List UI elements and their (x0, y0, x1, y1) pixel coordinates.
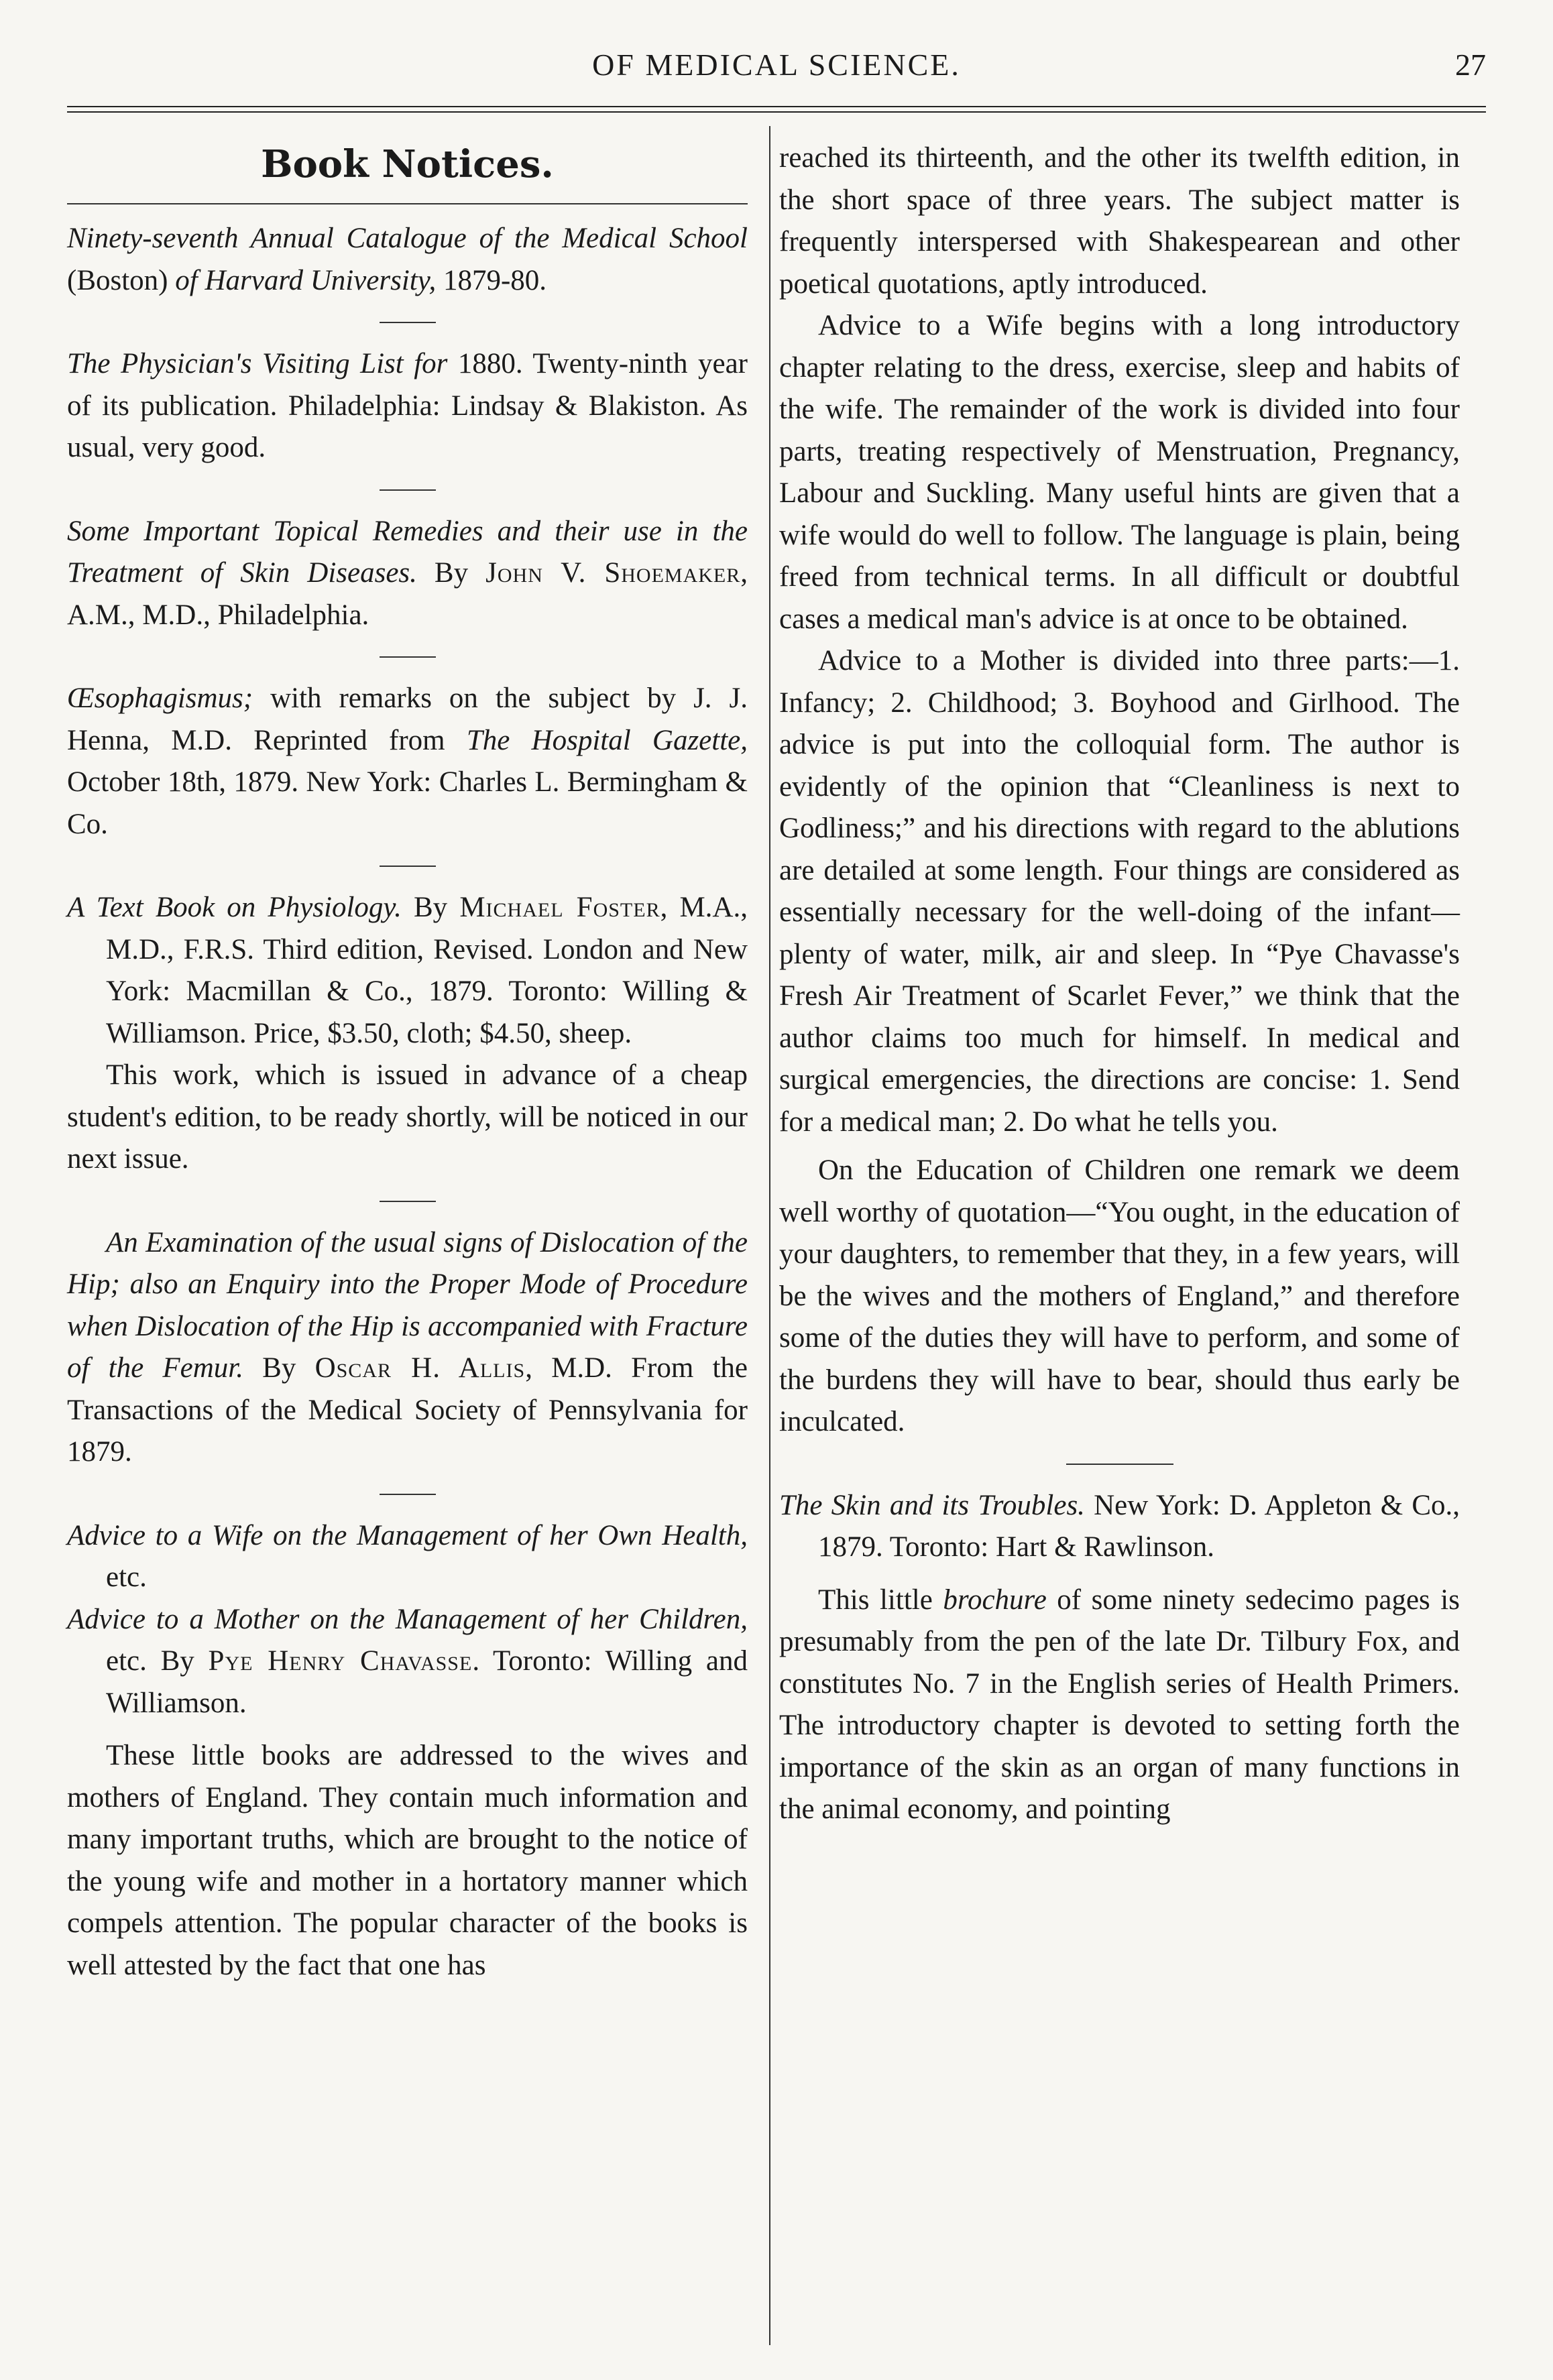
advice-mother-review: Advice to a Mother is divided into three parts:—1. Infancy; 2. Childhood; 3. Boyhood and Girlhood. The advice is put into the colloquial form. The author is evidently of the opinion that “Cleanliness is next to Godliness;” and his directions with regard to the ablutions are detailed at some length. Four things are considered as essentially necessary for the well-doing of the infant—plenty of water, milk, air and sleep. In “Pye Chavasse's Fresh Air Treatment of Scarlet Fever,” we think that the author claims too much for himself. In medical and surgical emergencies, the directions are concise: 1. Send for a medical man; 2. Do what he tells you. (779, 645, 1460, 1138)
spacer (67, 1724, 748, 1735)
page-header (67, 47, 1486, 101)
author-name: Pye Henry Chavasse (208, 1645, 473, 1677)
notice-advice-mother: Advice to a Mother on the Management of her Children, etc. By Pye Henry Chavasse. Toronto: Willing and Williamson. (67, 1603, 748, 1719)
header-rule-bottom (67, 111, 1486, 113)
left-column (67, 137, 748, 1986)
chavasse-continued: reached its thirteenth, and the other its twelfth edition, in the short space of three years. The subject matter is frequently interspersed with Shakespearean and other poetical quotations, aptly introduced. (779, 142, 1460, 300)
notice-title: An Examination of the usual signs of Dislocation of the Hip; also an Enquiry into the Proper Mode of Procedure when Dislocation of the Hip is accompanied with Fracture of the Femur. (67, 1226, 748, 1384)
notice-title: Advice to a Wife on the Management of her Own Health, (67, 1519, 748, 1551)
education-quotation: On the Education of Children one remark we deem well worthy of quotation—“You ought, in the education of your daughters, to remember that they, in a few years, will be the wives and the mothers of England,” and therefore some of the duties they will have to perform, and some of the burdens they will have to bear, should thus early be inculcated. (779, 1154, 1460, 1437)
notice-title: The Skin and its Troubles. (779, 1489, 1085, 1521)
advice-wife-review: Advice to a Wife begins with a long introductory chapter relating to the dress, exercise, sleep and habits of the wife. The remainder of the work is divided into four parts, treating respectively of Menstruation, Pregnancy, Labour and Suckling. Many useful hints are given that a wife would do well to follow. The language is plain, being freed from technical terms. In all difficult or doubtful cases a medical man's advice is at once to be obtained. (779, 310, 1460, 635)
page-number: 27 (1455, 48, 1486, 82)
notice-hip-dislocation: An Examination of the usual signs of Dislocation of the Hip; also an Enquiry into the Proper Mode of Procedure when Dislocation of the Hip is accompanied with Fracture of the Femur. By Oscar H. Allis, M.D. From the Transactions of the Medical Society of Pennsylvania for 1879. (67, 1226, 748, 1468)
author-name: Oscar H. Allis (314, 1352, 526, 1384)
author-name: John V. Shoemaker (485, 557, 741, 589)
notice-harvard-catalogue: Ninety-seventh Annual Catalogue of the Medical School (Boston) of Harvard University, 1879-80. (67, 223, 748, 296)
notice-advice-wife: Advice to a Wife on the Management of her Own Health, etc. (67, 1519, 748, 1593)
separator (1066, 1464, 1173, 1465)
separator (380, 1494, 436, 1495)
notice-oesophagismus: Œsophagismus; with remarks on the subject by J. J. Henna, M.D. Reprinted from The Hospital Gazette, October 18th, 1879. New York: Charles L. Bermingham & Co. (67, 682, 748, 840)
notice-title: Some Important Topical Remedies and their use in the Treatment of Skin Diseases. (67, 515, 748, 589)
notice-title: Advice to a Mother on the Management of her Children, (67, 1603, 748, 1635)
notice-title: Œsophagismus; (67, 682, 253, 714)
spacer (779, 1143, 1460, 1150)
notice-topical-remedies: Some Important Topical Remedies and their use in the Treatment of Skin Diseases. By John V. Shoemaker, A.M., M.D., Philadelphia. (67, 515, 748, 631)
separator (380, 1201, 436, 1202)
column-divider (769, 126, 770, 2345)
separator (380, 866, 436, 867)
running-title: OF MEDICAL SCIENCE. (592, 48, 961, 82)
spacer (779, 1569, 1460, 1580)
separator (380, 489, 436, 491)
notice-chavasse-body: These little books are addressed to the wives and mothers of England. They contain much information and many important truths, which are brought to the notice of the young wife and mother in a hortatory manner which compels attention. The popular character of the books is well attested by the fact that one has (67, 1740, 748, 1981)
notice-title: A Text Book on Physiology. (67, 892, 402, 923)
notice-title: Ninety-seventh Annual Catalogue of the Medical School (67, 223, 748, 254)
header-rule-top (67, 106, 1486, 107)
right-column (779, 137, 1460, 1831)
title-rule (67, 203, 748, 204)
separator (380, 322, 436, 323)
author-name: Michael Foster (459, 892, 660, 923)
notice-title: The Physician's Visiting List for (67, 348, 448, 379)
notice-skin-troubles: The Skin and its Troubles. New York: D. Appleton & Co., 1879. Toronto: Hart & Rawlinson. (779, 1489, 1460, 1563)
notice-visiting-list: The Physician's Visiting List for 1880. Twenty-ninth year of its publication. Philadelphia: Lindsay & Blakiston. As usual, very good. (67, 348, 748, 463)
section-title: Book Notices. (261, 142, 554, 186)
notice-physiology-body: This work, which is issued in advance of a cheap student's edition, to be ready shortly, will be noticed in our next issue. (67, 1059, 748, 1175)
notice-physiology: A Text Book on Physiology. By Michael Foster, M.A., M.D., F.R.S. Third edition, Revised. London and New York: Macmillan & Co., 1879. Toronto: Willing & Williamson. Price, $3.50, cloth; $4.50, sheep. (67, 892, 748, 1049)
separator (380, 656, 436, 658)
skin-troubles-body: This little brochure of some ninety sedecimo pages is presumably from the pen of the late Dr. Tilbury Fox, and constitutes No. 7 in the English series of Health Primers. The introductory chapter is devoted to setting forth the importance of the skin as an organ of many functions in the animal economy, and pointing (779, 1584, 1460, 1825)
